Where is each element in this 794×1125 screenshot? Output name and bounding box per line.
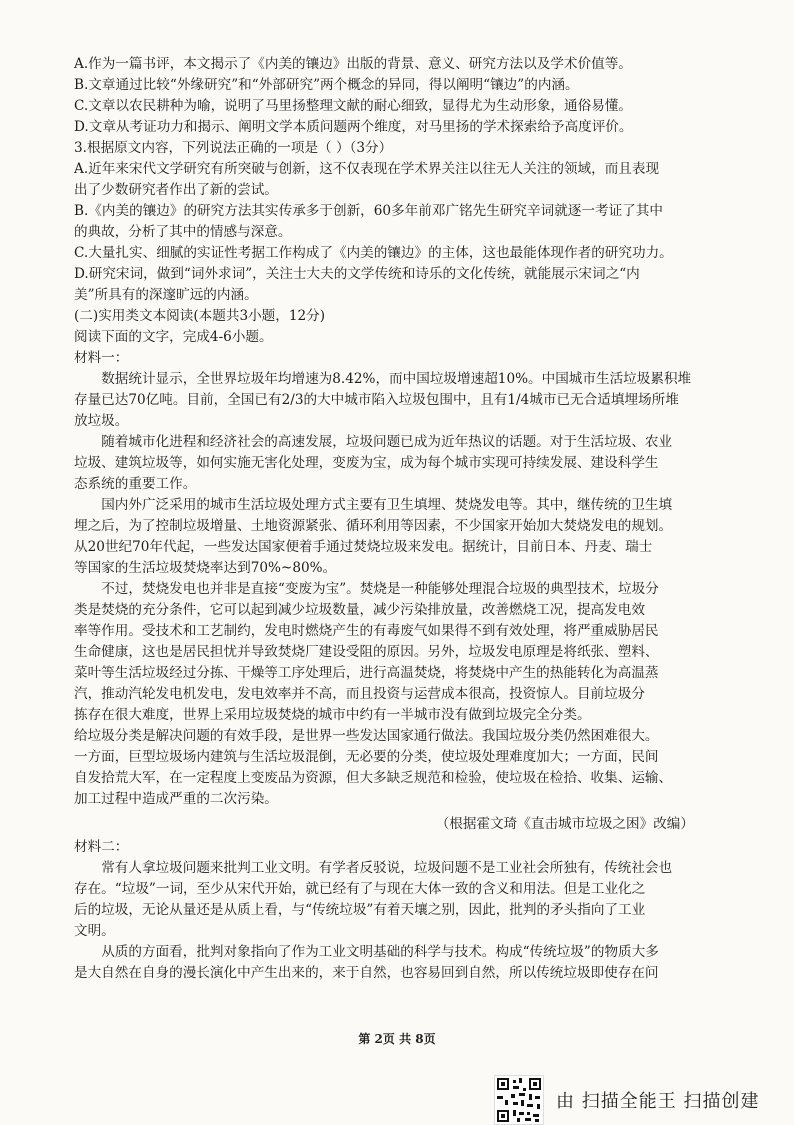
material-1-paragraph-1 bbox=[74, 369, 742, 432]
section-title: (二)实用类文本阅读(本题共3小题，12分) bbox=[74, 308, 326, 324]
question-3 bbox=[74, 138, 742, 306]
material-1-paragraph-2 bbox=[74, 432, 742, 495]
material-2-paragraph-2 bbox=[74, 942, 742, 984]
paragraph-line: 自发拾荒大军，在一定程度上变废品为资源，但大多缺乏规范和检验，使垃圾在检拾、收集、运输、 bbox=[74, 770, 673, 786]
q3-option-c-line1: C.大量扎实、细腻的实证性考据工作构成了《内美的镶边》的主体，这也最能体现作者的研究功力。 bbox=[74, 245, 673, 261]
scanner-watermark bbox=[494, 1076, 794, 1124]
q3-stem: 3.根据原文内容，下列说法正确的一项是（ ）（3分） bbox=[74, 140, 393, 156]
paragraph-line: 常有人拿垃圾问题来批判工业文明。有学者反驳说，垃圾问题不是工业社会所独有，传统社会也 bbox=[101, 860, 673, 876]
paragraph-line: 生命健康，这也是居民担忧并导致焚烧厂建设受阻的原因。另外，垃圾发电原理是将纸张、塑料、 bbox=[74, 644, 659, 660]
paragraph-line: 从质的方面看，批判对象指向了作为工业文明基础的科学与技术。构成“传统垃圾”的物质大多 bbox=[101, 944, 659, 960]
material-1-paragraph-4 bbox=[74, 579, 742, 726]
paragraph-line: 不过，焚烧发电也并非是直接“变废为宝”。焚烧是一种能够处理混合垃圾的典型技术，垃圾分 bbox=[101, 581, 659, 597]
q3-option-d-line2: 美”所具有的深邃旷远的内涵。 bbox=[74, 287, 258, 303]
material-2-paragraph-1 bbox=[74, 858, 742, 942]
paragraph-line: 垃圾、建筑垃圾等，如何实施无害化处理，变废为宝，成为每个城市实现可持续发展、建设科学生 bbox=[74, 455, 659, 471]
paragraph-line: 放垃圾。 bbox=[74, 413, 129, 429]
q3-option-b-line1: B.《内美的镶边》的研究方法其实传承多于创新，60多年前邓广铭先生研究辛词就逐一考证了其中 bbox=[74, 203, 663, 219]
paragraph-line: 从20世纪70年代起，一些发达国家便着手通过焚烧垃圾来发电。据统计，目前日本、丹麦、瑞士 bbox=[74, 539, 653, 555]
material-1-paragraph-3 bbox=[74, 495, 742, 579]
q3-option-d-line1: D.研究宋词，做到“词外求词”，关注士大夫的文学传统和诗乐的文化传统，就能展示宋词之“内 bbox=[74, 266, 640, 282]
paragraph-line: 菜叶等生活垃圾经过分拣、干燥等工序处理后，进行高温焚烧，将焚烧中产生的热能转化为高温蒸 bbox=[74, 665, 659, 681]
paragraph-line: 汽，推动汽轮发电机发电，发电效率并不高，而且投资与运营成本很高，投资惊人。目前垃圾分 bbox=[74, 686, 645, 702]
paragraph-line: 埋之后，为了控制垃圾增量、土地资源紧张、循环利用等因素，不少国家开始加大焚烧发电的规划。 bbox=[74, 518, 673, 534]
paragraph-line: 态系统的重要工作。 bbox=[74, 476, 197, 492]
paragraph-line: 给垃圾分类是解决问题的有效手段，是世界一些发达国家通行做法。我国垃圾分类仍然困难很大。 bbox=[74, 728, 659, 744]
paragraph-line: 国内外广泛采用的城市生活垃圾处理方式主要有卫生填埋、焚烧发电等。其中，继传统的卫生填 bbox=[101, 497, 673, 513]
watermark-text: 由 扫描全能王 扫描创建 bbox=[556, 1091, 760, 1112]
paragraph-line: 是大自然在自身的漫长演化中产生出来的，来于自然，也容易回到自然，所以传统垃圾即使存在问 bbox=[74, 965, 659, 981]
paragraph-line: 文明。 bbox=[74, 923, 115, 939]
document-body bbox=[74, 54, 742, 984]
paragraph-line: 率等作用。受技术和工艺制约，发电时燃烧产生的有毒废气如果得不到有效处理，将严重威胁居民 bbox=[74, 623, 659, 639]
qr-code-icon bbox=[494, 1075, 544, 1125]
q2-option-c: C.文章以农民耕种为喻，说明了马里扬整理文献的耐心细致，显得尤为生动形象，通俗易懂。 bbox=[74, 98, 632, 114]
material-1-label: 材料一： bbox=[74, 350, 129, 366]
paragraph-line: 存在。“垃圾”一词，至少从宋代开始，就已经有了与现在大体一致的含义和用法。但是工业化之 bbox=[74, 881, 646, 897]
paragraph-line: 后的垃圾，无论从量还是从质上看，与“传统垃圾”有着天壤之别，因此，批判的矛头指向了工业 bbox=[74, 902, 646, 918]
paragraph-line: 存量已达70亿吨。目前，全国已有2/3的大中城市陷入垃圾包围中，且有1/4城市已无合适填埋场所堆 bbox=[74, 392, 679, 408]
q3-option-b-line2: 的典故，分析了其中的情感与深意。 bbox=[74, 224, 292, 240]
paragraph-line: 类是焚烧的充分条件，它可以起到减少垃圾数量，减少污染排放量，改善燃烧工况，提高发电效 bbox=[74, 602, 645, 618]
paragraph-line: 随着城市化进程和经济社会的高速发展，垃圾问题已成为近年热议的话题。对于生活垃圾、农业 bbox=[101, 434, 673, 450]
material-1-source: （根据霍文琦《直击城市垃圾之困》改编） bbox=[435, 816, 694, 832]
paragraph-line: 拣存在很大难度，世界上采用垃圾焚烧的城市中约有一半城市没有做到垃圾完全分类。 bbox=[74, 707, 591, 723]
q3-option-a-line1: A.近年来宋代文学研究有所突破与创新，这不仅表现在学术界关注以往无人关注的领域，而且表现 bbox=[74, 161, 660, 177]
material-1-tail bbox=[74, 726, 742, 810]
material-2-label: 材料二： bbox=[74, 839, 129, 855]
q2-option-d: D.文章从考证功力和揭示、阐明文学本质问题两个维度，对马里扬的学术探索给予高度评价。 bbox=[74, 119, 633, 135]
paragraph-line: 数据统计显示，全世界垃圾年均增速为8.42%，而中国垃圾增速超10%。中国城市生活垃圾累积堆 bbox=[101, 371, 692, 387]
q3-option-a-line2: 出了少数研究者作出了新的尝试。 bbox=[74, 182, 278, 198]
paragraph-line: 加工过程中造成严重的二次污染。 bbox=[74, 791, 278, 807]
section-instruction: 阅读下面的文字，完成4-6小题。 bbox=[74, 329, 273, 345]
paragraph-line: 一方面，巨型垃圾场内建筑与生活垃圾混倒，无必要的分类，使垃圾处理难度加大；一方面，民间 bbox=[74, 749, 659, 765]
q2-option-a: A.作为一篇书评，本文揭示了《内美的镶边》出版的背景、意义、研究方法以及学术价值等。 bbox=[74, 56, 632, 72]
q2-option-b: B.文章通过比较“外缘研究”和“外部研究”两个概念的异同，得以阐明“镶边”的内涵。 bbox=[74, 77, 579, 93]
q2-options bbox=[74, 54, 742, 138]
page-footer: 第 2页 共 8页 bbox=[358, 1032, 436, 1046]
paragraph-line: 等国家的生活垃圾焚烧率达到70%~80%。 bbox=[74, 560, 337, 576]
